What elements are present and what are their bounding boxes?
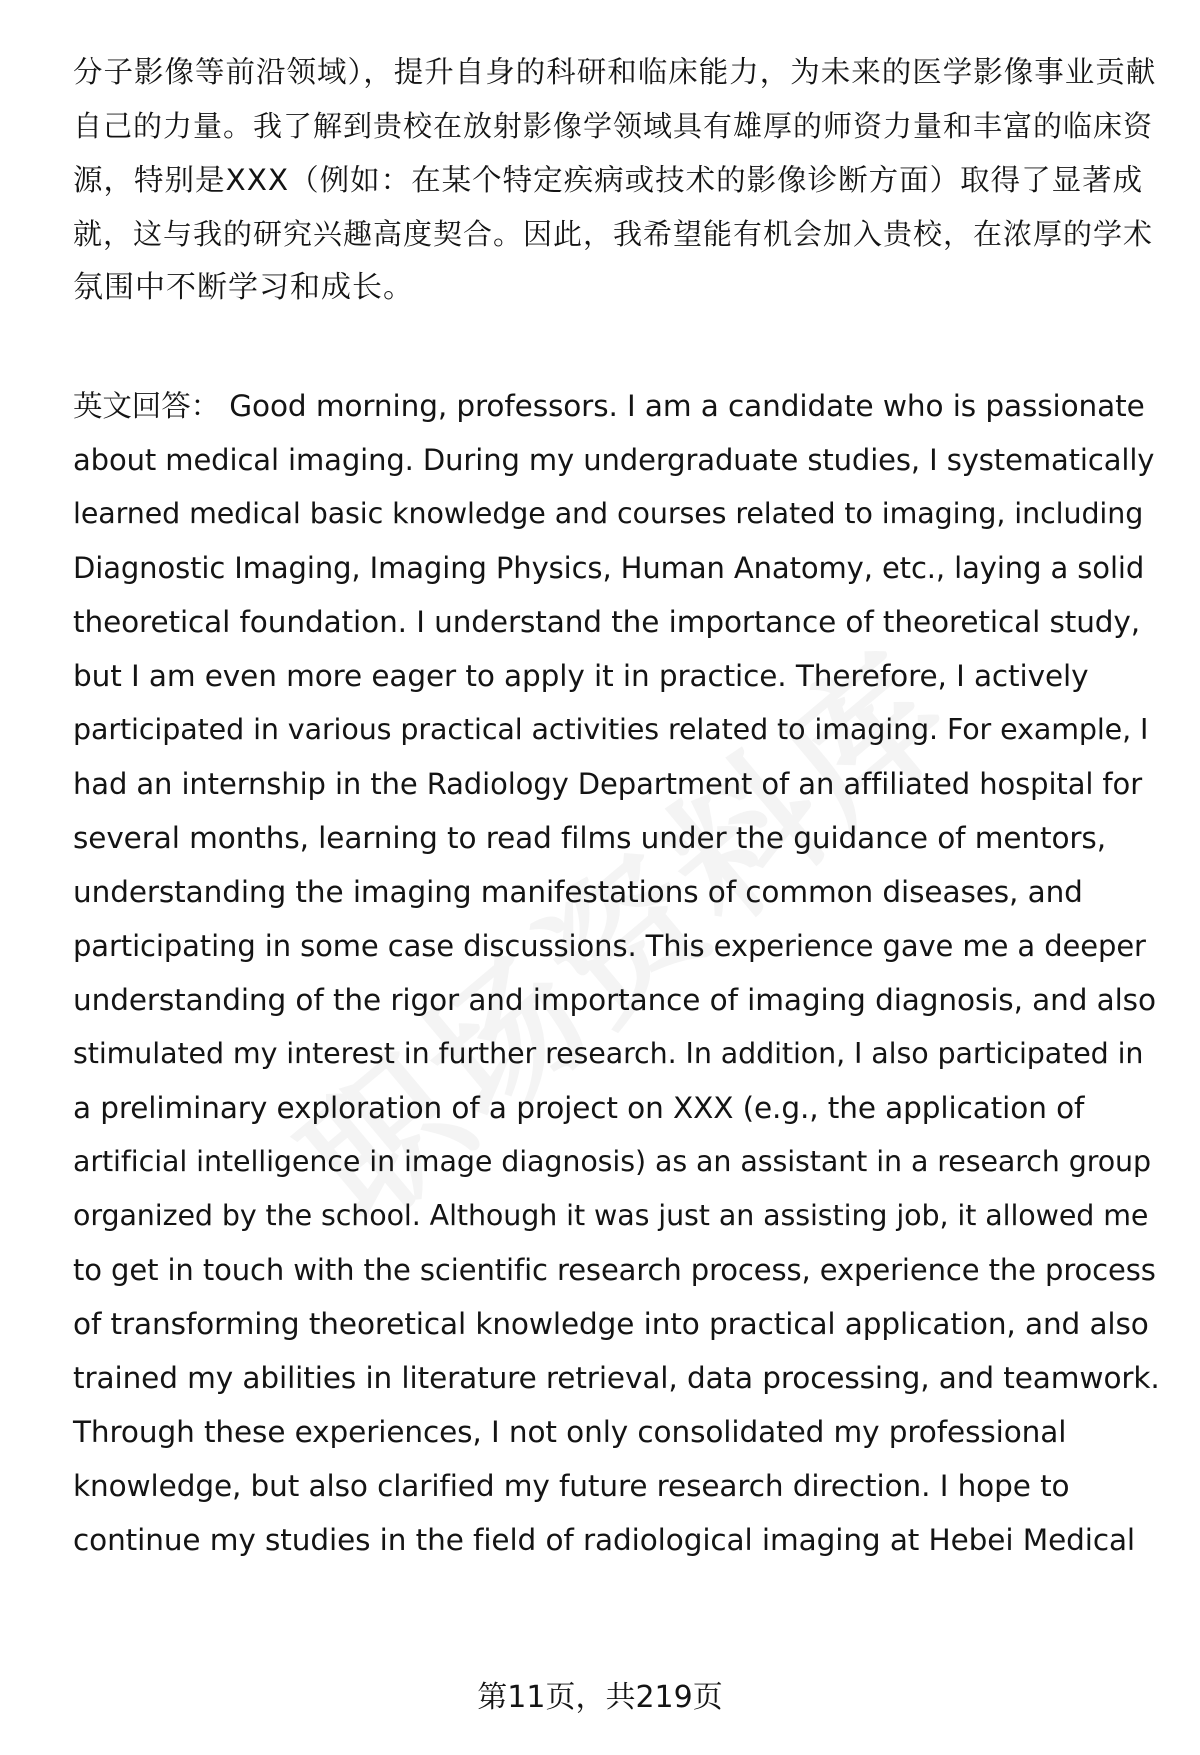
text-line: to get in touch with the scientific research process, experience the process bbox=[73, 1253, 1156, 1287]
text-line: 就，这与我的研究兴趣高度契合。因此，我希望能有机会加入贵校，在浓厚的学术 bbox=[73, 217, 1154, 251]
text-line: 源，特别是XXX（例如：在某个特定疾病或技术的影像诊断方面）取得了显著成 bbox=[73, 163, 1144, 197]
text-line: continue my studies in the field of radiological imaging at Hebei Medical bbox=[73, 1523, 1136, 1557]
text-line: 分子影像等前沿领域），提升自身的科研和临床能力，为未来的医学影像事业贡献 bbox=[73, 55, 1157, 89]
text-line: Through these experiences, I not only consolidated my professional bbox=[73, 1415, 1067, 1449]
text-line: of transforming theoretical knowledge into practical application, and also bbox=[73, 1307, 1149, 1341]
text-line: participated in various practical activities related to imaging. For example, I bbox=[73, 713, 1149, 746]
text-line: a preliminary exploration of a project on XXX (e.g., the application of bbox=[73, 1091, 1085, 1125]
text-line: knowledge, but also clarified my future research direction. I hope to bbox=[73, 1469, 1070, 1503]
text-line: participating in some case discussions. This experience gave me a deeper bbox=[73, 929, 1146, 963]
text-line: artificial intelligence in image diagnosis) as an assistant in a research group bbox=[73, 1145, 1151, 1178]
text-line: but I am even more eager to apply it in practice. Therefore, I actively bbox=[73, 659, 1089, 693]
text-line: had an internship in the Radiology Department of an affiliated hospital for bbox=[73, 767, 1143, 801]
text-line: theoretical foundation. I understand the importance of theoretical study, bbox=[73, 605, 1141, 639]
text-line: Diagnostic Imaging, Imaging Physics, Human Anatomy, etc., laying a solid bbox=[73, 551, 1145, 585]
text-line: 氛围中不断学习和成长。 bbox=[73, 270, 414, 305]
text-line: learned medical basic knowledge and courses related to imaging, including bbox=[73, 497, 1144, 530]
text-line: 自己的力量。我了解到贵校在放射影像学领域具有雄厚的师资力量和丰富的临床资 bbox=[73, 109, 1154, 143]
text-line: trained my abilities in literature retrieval, data processing, and teamwork. bbox=[73, 1361, 1160, 1395]
text-line: stimulated my interest in further research. In addition, I also participated in bbox=[73, 1037, 1144, 1070]
page-number: 第11页，共219页 bbox=[477, 1680, 723, 1715]
text-line: about medical imaging. During my undergraduate studies, I systematically bbox=[73, 443, 1155, 477]
text-line: understanding the imaging manifestations of common diseases, and bbox=[73, 875, 1083, 909]
text-line: understanding of the rigor and importance of imaging diagnosis, and also bbox=[73, 983, 1156, 1017]
text-line: 英文回答： Good morning, professors. I am a candidate who is passionate bbox=[73, 389, 1145, 423]
text-line: organized by the school. Although it was just an assisting job, it allowed me bbox=[73, 1199, 1149, 1232]
text-line: several months, learning to read films under the guidance of mentors, bbox=[73, 821, 1106, 855]
